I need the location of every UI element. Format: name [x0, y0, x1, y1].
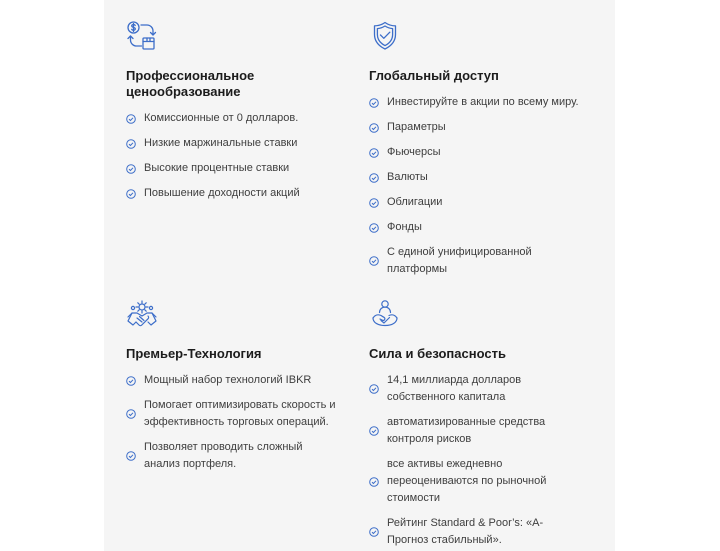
list-item [369, 219, 609, 236]
check-circle-icon [126, 409, 136, 419]
feature-strength-security [369, 298, 609, 551]
check-circle-icon [369, 198, 379, 208]
list-item [126, 185, 366, 202]
list-item [126, 135, 366, 152]
check-circle-icon [369, 223, 379, 233]
list-item [126, 372, 366, 389]
check-circle-icon [126, 114, 136, 124]
list-item-text: Низкие маржинальные ставки [144, 137, 298, 149]
pricing-icon [126, 20, 158, 52]
check-circle-icon [126, 376, 136, 386]
list-item [369, 144, 609, 161]
list-item [126, 110, 366, 127]
check-circle-icon [369, 527, 379, 537]
feature-title: Сила и безопасность [369, 346, 506, 361]
feature-global-access [369, 20, 609, 285]
list-item [369, 515, 577, 549]
check-circle-icon [369, 384, 379, 394]
feature-title: Профессиональное ценообразование [126, 68, 255, 99]
list-item-text: Повышение доходности акций [144, 187, 300, 199]
check-circle-icon [369, 173, 379, 183]
check-circle-icon [369, 256, 379, 266]
feature-checklist [369, 94, 609, 278]
check-circle-icon [369, 148, 379, 158]
check-circle-icon [126, 451, 136, 461]
list-item-text: С единой унифицированной платформы [387, 246, 532, 275]
list-item-text: Позволяет проводить сложный анализ портфеля. [144, 441, 303, 470]
secure-hands-icon [369, 298, 401, 330]
check-circle-icon [369, 426, 379, 436]
list-item-text: Рейтинг Standard & Poor’s: «A-Прогноз стабильный». [387, 517, 544, 546]
list-item-text: Мощный набор технологий IBKR [144, 374, 312, 386]
list-item [126, 397, 372, 431]
list-item [369, 414, 577, 448]
feature-premier-technology [126, 298, 366, 478]
list-item [369, 169, 609, 186]
feature-checklist [369, 372, 609, 549]
list-item-text: 14,1 миллиарда долларов собственного капитала [387, 374, 522, 403]
feature-title: Премьер-Технология [126, 346, 262, 361]
list-item [369, 244, 572, 278]
list-item-text: автоматизированные средства контроля рисков [387, 416, 546, 445]
list-item-text: Комиссионные от 0 долларов. [144, 112, 299, 124]
list-item-text: Параметры [387, 121, 446, 133]
feature-pricing [126, 20, 366, 210]
feature-checklist [126, 372, 366, 473]
list-item-text: Валюты [387, 171, 428, 183]
technology-handshake-icon [126, 298, 158, 330]
shield-check-icon [369, 20, 401, 52]
list-item [369, 194, 609, 211]
list-item-text: все активы ежедневно переоцениваются по рыночной стоимости [387, 458, 547, 504]
list-item [369, 456, 577, 507]
check-circle-icon [126, 189, 136, 199]
list-item-text: Фонды [387, 221, 422, 233]
check-circle-icon [369, 477, 379, 487]
check-circle-icon [126, 139, 136, 149]
list-item [126, 160, 366, 177]
check-circle-icon [126, 164, 136, 174]
list-item-text: Помогает оптимизировать скорость и эффективность торговых операций. [144, 399, 336, 428]
list-item-text: Инвестируйте в акции по всему миру. [387, 96, 579, 108]
list-item-text: Облигации [387, 196, 443, 208]
check-circle-icon [369, 123, 379, 133]
check-circle-icon [369, 98, 379, 108]
list-item [369, 94, 609, 111]
list-item-text: Высокие процентные ставки [144, 162, 290, 174]
list-item-text: Фьючерсы [387, 146, 441, 158]
feature-title: Глобальный доступ [369, 68, 499, 83]
feature-checklist [126, 110, 366, 202]
list-item [369, 119, 609, 136]
list-item [369, 372, 562, 406]
list-item [126, 439, 334, 473]
